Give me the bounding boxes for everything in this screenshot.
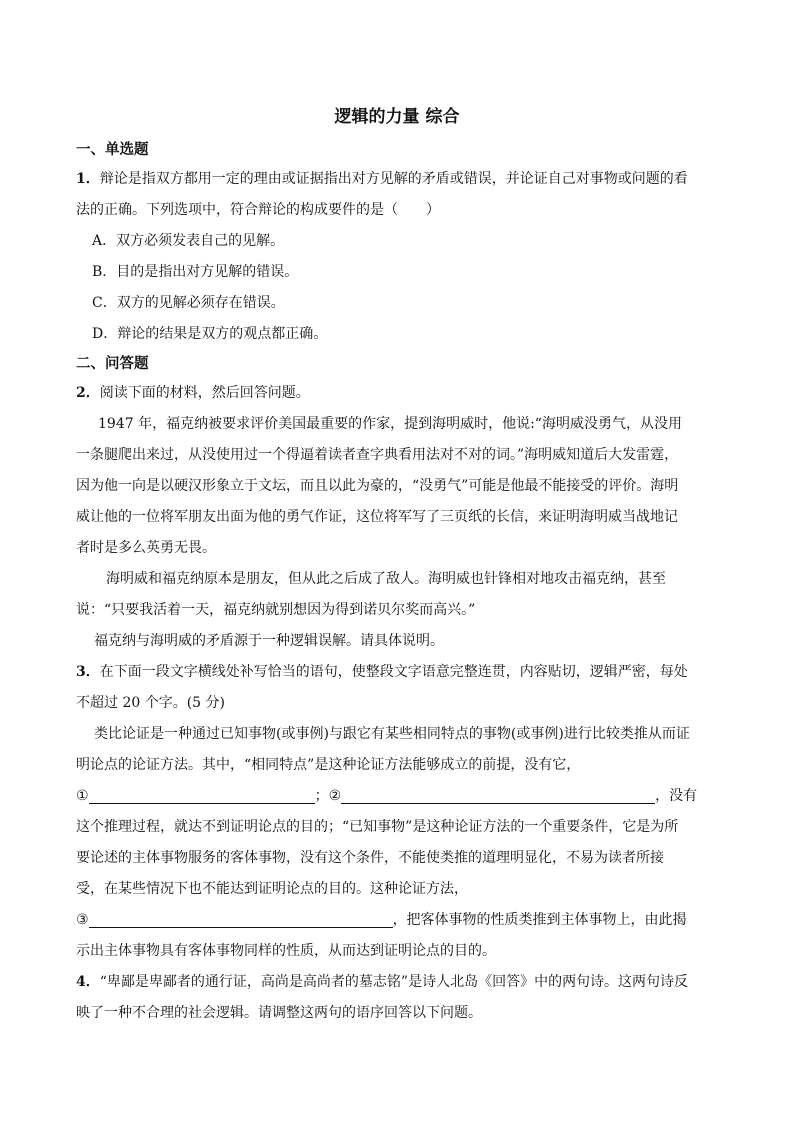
answer-blank-1[interactable] — [89, 785, 315, 804]
blank-line-1-2 — [76, 781, 720, 812]
question-text: 在下面一段文字横线处补写恰当的语句，使整段文字语意完整连贯，内容贴切，逻辑严密，每处 — [99, 664, 688, 680]
option-b[interactable]: B．目的是指出对方见解的错误。 — [92, 264, 299, 280]
passage-line: 海明威和福克纳原本是朋友，但从此之后成了敌人。海明威也针锋相对地攻击福克纳，甚至 — [106, 571, 666, 587]
option-c[interactable]: C．双方的见解必须存在错误。 — [92, 295, 285, 311]
question-3 — [76, 657, 720, 967]
passage-line: 明论点的论证方法。其中，“相同特点”是这种论证方法能够成立的前提，没有它， — [76, 757, 581, 773]
question-text: 映了一种不合理的社会逻辑。请调整这两句的语序回答以下问题。 — [76, 1005, 482, 1021]
option-a[interactable]: A．双方必须发表自己的见解。 — [92, 233, 285, 249]
section-heading-qa: 二、问答题 — [76, 356, 149, 372]
question-number: 3． — [76, 664, 100, 680]
passage-text: ，没有 — [655, 788, 698, 804]
question-text: 阅读下面的材料，然后回答问题。 — [99, 385, 310, 401]
section-heading-single-choice: 一、单选题 — [76, 142, 149, 158]
passage-line: 这个推理过程，就达不到证明论点的目的；“已知事物”是这种论证方法的一个重要条件，它是为所 — [76, 819, 679, 835]
passage-line: 要论述的主体事物服务的客体事物，没有这个条件，不能使类推的道理明显化，不易为读者所接 — [76, 850, 664, 866]
blank-marker-3: ③ — [76, 912, 89, 928]
question-1 — [76, 164, 720, 350]
option-d[interactable]: D．辩论的结果是双方的观点都正确。 — [92, 326, 328, 342]
question-number: 2． — [76, 385, 100, 401]
passage-line: 者时是多么英勇无畏。 — [76, 540, 216, 556]
document-title: 逻辑的力量 综合 — [334, 107, 460, 127]
passage-line: 因为他一向是以硬汉形象立于文坛，而且以此为豪的，“没勇气”可能是他最不能接受的评价。海明 — [76, 478, 679, 494]
question-2 — [76, 378, 720, 657]
passage-line: 受，在某些情况下也不能达到证明论点的目的。这种论证方法， — [76, 881, 468, 897]
passage-text: ，把客体事物的性质类推到主体事物上，由此揭 — [392, 912, 687, 928]
blank-separator: ； — [314, 788, 329, 804]
question-prompt: 福克纳与海明威的矛盾源于一种逻辑误解。请具体说明。 — [94, 633, 444, 649]
question-text: “卑鄙是卑鄙者的通行证，高尚是高尚者的墓志铭”是诗人北岛《回答》中的两句诗。这两句诗反 — [99, 974, 689, 990]
answer-blank-2[interactable] — [341, 785, 655, 804]
question-number: 1． — [76, 171, 100, 187]
question-number: 4． — [76, 974, 100, 990]
blank-marker-1: ① — [76, 788, 89, 804]
passage-line: 一条腿爬出来过，从没使用过一个得逼着读者查字典看用法对不对的词。”海明威知道后大发雷霆， — [76, 447, 679, 463]
passage-line: 示出主体事物具有客体事物同样的性质，从而达到证明论点的目的。 — [76, 943, 496, 959]
question-text: 辩论是指双方都用一定的理由或证据指出对方见解的矛盾或错误，并论证自己对事物或问题的看 — [99, 171, 688, 187]
document-body — [76, 136, 720, 1029]
passage-line: 威让他的一位将军朋友出面为他的勇气作证，这位将军写了三页纸的长信，来证明海明威当战地记 — [76, 509, 678, 525]
passage-line: 1947 年，福克纳被要求评价美国最重要的作家，提到海明威时，他说:“海明威没勇气，从没用 — [98, 416, 682, 432]
blank-line-3 — [76, 905, 720, 936]
question-text: 不超过 20 个字。(5 分) — [76, 695, 225, 711]
passage-line: 说：“只要我活着一天，福克纳就别想因为得到诺贝尔奖而高兴。” — [76, 602, 476, 618]
blank-marker-2: ② — [328, 788, 342, 804]
answer-blank-3[interactable] — [89, 909, 393, 928]
passage-line: 类比论证是一种通过已知事物(或事例)与跟它有某些相同特点的事物(或事例)进行比较类推从而证 — [94, 726, 690, 742]
question-4 — [76, 967, 720, 1029]
question-text: 法的正确。下列选项中，符合辩论的构成要件的是（ ） — [76, 202, 440, 218]
